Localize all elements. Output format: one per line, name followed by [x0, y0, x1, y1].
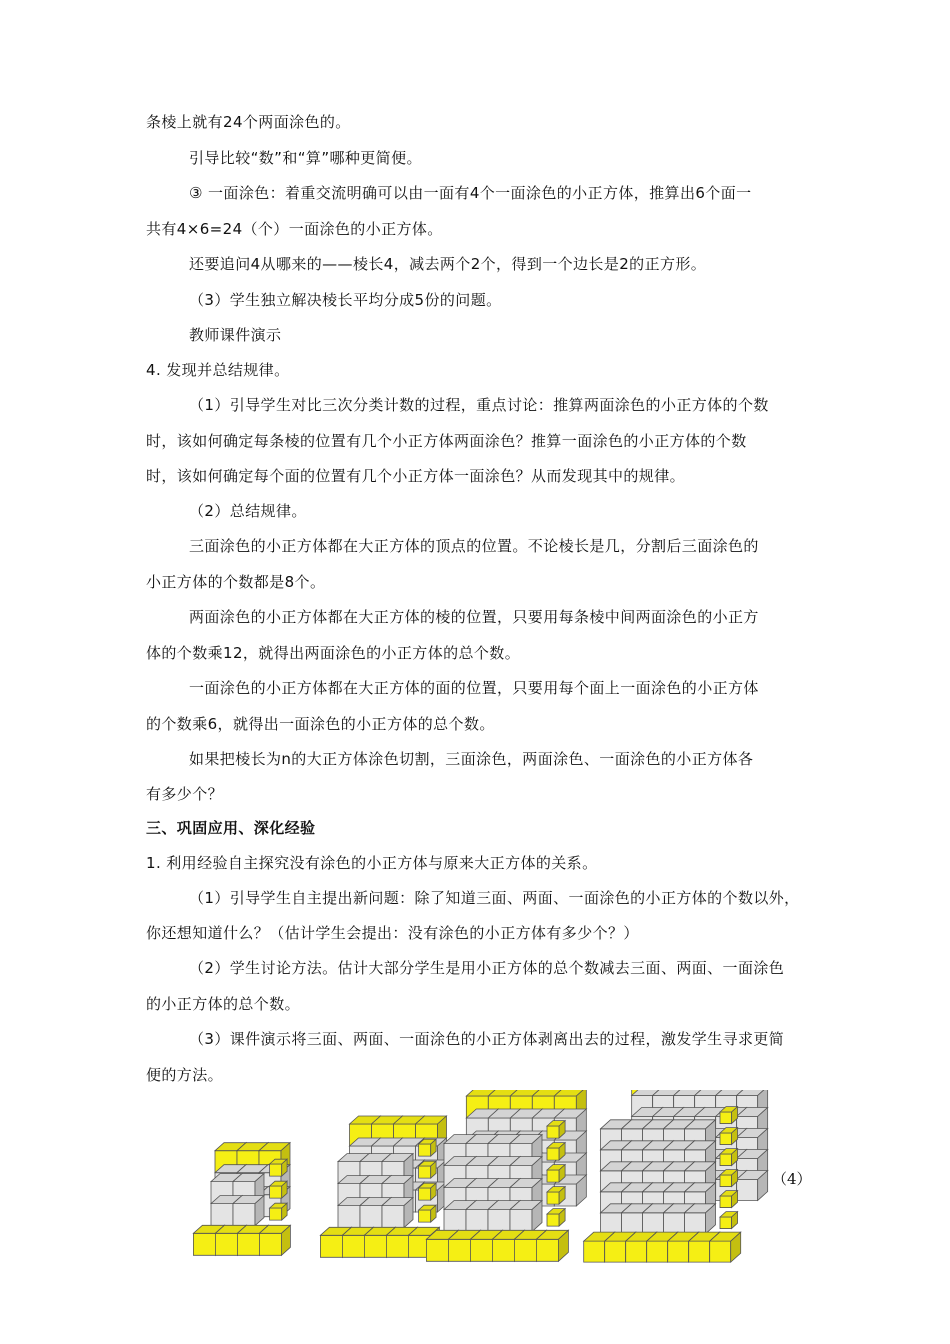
text-line: （3）课件演示将三面、两面、一面涂色的小正方体剥离出去的过程，激发学生寻求更简	[189, 1030, 785, 1048]
edge-cube	[720, 1133, 732, 1145]
base-cube	[647, 1241, 668, 1262]
text-line: 共有4×6=24（个）一面涂色的小正方体。	[146, 220, 443, 238]
edge-cube	[547, 1214, 559, 1226]
base-cube	[193, 1233, 215, 1255]
text-line: 两面涂色的小正方体都在大正方体的棱的位置，只要用每条棱中间两面涂色的小正方	[189, 608, 759, 626]
text-line: （2）学生讨论方法。估计大部分学生是用小正方体的总个数减去三面、两面、一面涂色	[189, 959, 785, 977]
inner-cube	[601, 1213, 622, 1234]
edge-cube	[720, 1196, 732, 1208]
text-line: 1. 利用经验自主探究没有涂色的小正方体与原来大正方体的关系。	[146, 854, 598, 872]
text-line: 的小正方体的总个数。	[146, 995, 301, 1013]
text-line: 教师课件演示	[189, 326, 282, 344]
edge-cube	[419, 1188, 431, 1200]
edge-cube	[547, 1170, 559, 1182]
inner-cube	[685, 1213, 706, 1234]
base-cube	[514, 1239, 536, 1261]
text-line: 你还想知道什么？（估计学生会提出：没有涂色的小正方体有多少个？）	[146, 924, 639, 942]
base-cube	[584, 1241, 605, 1262]
text-line: 三面涂色的小正方体都在大正方体的顶点的位置。不论棱长是几，分割后三面涂色的	[189, 537, 759, 555]
edge-cube	[720, 1154, 732, 1166]
base-cube	[536, 1239, 558, 1261]
inner-cube	[466, 1210, 488, 1232]
base-cube	[605, 1241, 626, 1262]
edge-cube	[419, 1166, 431, 1178]
edge-cube	[720, 1217, 732, 1229]
text-line: 如果把棱长为n的大正方体涂色切割，三面涂色，两面涂色、一面涂色的小正方体各	[189, 750, 754, 768]
text-line: ③ 一面涂色：着重交流明确可以由一面有4个一面涂色的小正方体，推算出6个面一	[189, 184, 752, 202]
inner-cube	[510, 1210, 532, 1232]
text-line: 一面涂色的小正方体都在大正方体的面的位置，只要用每个面上一面涂色的小正方体	[189, 679, 759, 697]
edge-cube	[720, 1175, 732, 1187]
base-cube	[448, 1239, 470, 1261]
base-cube	[426, 1239, 448, 1261]
text-line: （1）引导学生自主提出新问题：除了知道三面、两面、一面涂色的小正方体的个数以外，	[189, 889, 800, 907]
figure-label: （4）	[772, 1170, 812, 1188]
text-line: 4. 发现并总结规律。	[146, 361, 290, 379]
edge-cube	[270, 1164, 282, 1176]
cube-peeling-illustration	[0, 1090, 950, 1300]
base-cube	[364, 1235, 386, 1257]
edge-cube	[419, 1210, 431, 1222]
text-line: 时，该如何确定每个面的位置有几个小正方体一面涂色？从而发现其中的规律。	[146, 467, 686, 485]
base-cube	[668, 1241, 689, 1262]
base-cube	[320, 1235, 342, 1257]
wall-cube	[737, 1180, 758, 1201]
edge-cube	[270, 1186, 282, 1198]
text-line: 小正方体的个数都是8个。	[146, 573, 326, 591]
inner-cube	[488, 1210, 510, 1232]
inner-cube	[360, 1206, 382, 1228]
text-line: 的个数乘6，就得出一面涂色的小正方体的总个数。	[146, 715, 495, 733]
section-heading: 三、巩固应用、深化经验	[146, 819, 316, 837]
edge-cube	[720, 1112, 732, 1124]
edge-cube	[270, 1208, 282, 1220]
base-cube	[259, 1233, 281, 1255]
base-cube	[386, 1235, 408, 1257]
text-line: （1）引导学生对比三次分类计数的过程，重点讨论：推算两面涂色的小正方体的个数	[189, 396, 769, 414]
base-cube	[626, 1241, 647, 1262]
base-cube	[470, 1239, 492, 1261]
inner-cube	[211, 1204, 233, 1226]
inner-cube	[233, 1204, 255, 1226]
base-cube	[342, 1235, 364, 1257]
base-cube	[689, 1241, 710, 1262]
inner-cube	[664, 1213, 685, 1234]
inner-cube	[622, 1213, 643, 1234]
edge-cube	[419, 1144, 431, 1156]
text-line: 引导比较“数”和“算”哪种更简便。	[189, 149, 422, 167]
inner-cube	[444, 1210, 466, 1232]
base-cube	[492, 1239, 514, 1261]
edge-cube	[547, 1192, 559, 1204]
inner-cube	[382, 1206, 404, 1228]
inner-cube	[643, 1213, 664, 1234]
text-line: 时，该如何确定每条棱的位置有几个小正方体两面涂色？推算一面涂色的小正方体的个数	[146, 432, 747, 450]
base-cube	[237, 1233, 259, 1255]
text-line: （2）总结规律。	[189, 502, 307, 520]
text-line: 体的个数乘12，就得出两面涂色的小正方体的总个数。	[146, 644, 521, 662]
inner-cube	[338, 1206, 360, 1228]
base-cube	[215, 1233, 237, 1255]
text-line: 条棱上就有24个两面涂色的。	[146, 113, 351, 131]
base-cube	[710, 1241, 731, 1262]
edge-cube	[547, 1148, 559, 1160]
text-line: （3）学生独立解决棱长平均分成5份的问题。	[189, 291, 502, 309]
edge-cube	[547, 1126, 559, 1138]
text-line: 有多少个？	[146, 785, 224, 803]
text-line: 还要追问4从哪来的——棱长4，减去两个2个，得到一个边长是2的正方形。	[189, 255, 707, 273]
text-line: 便的方法。	[146, 1066, 224, 1084]
